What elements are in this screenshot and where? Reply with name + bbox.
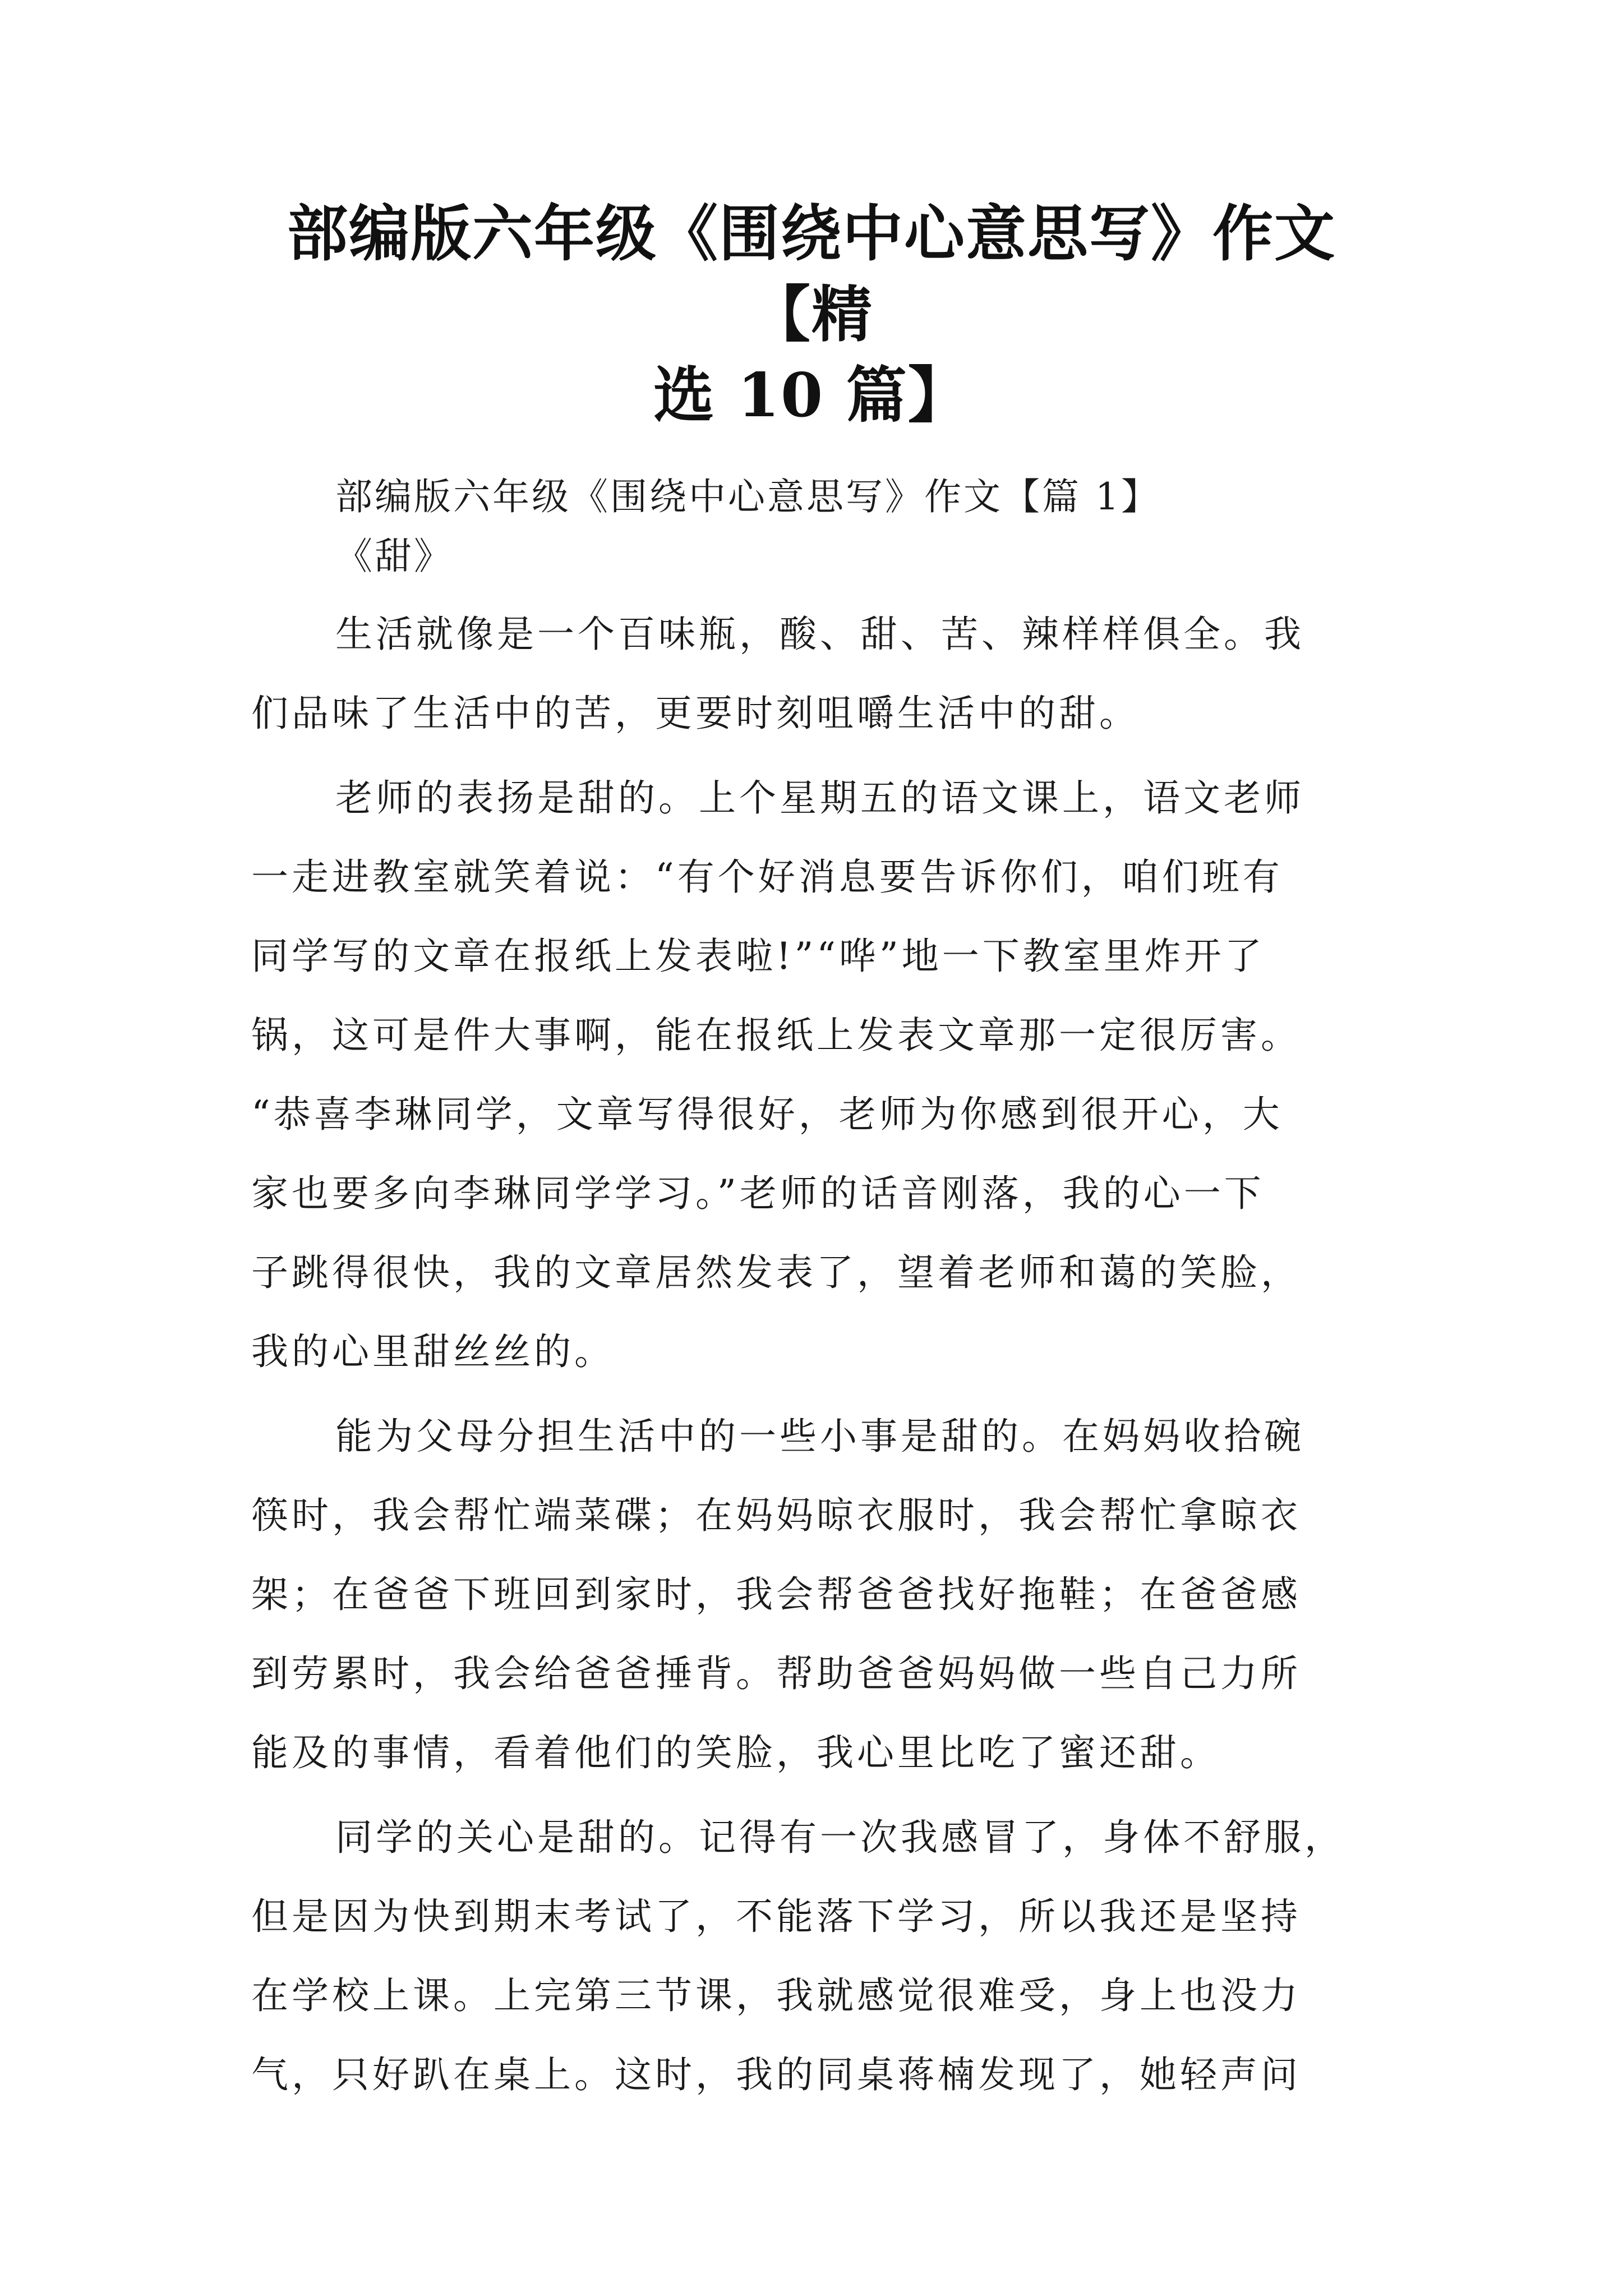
paragraph-line: 生活就像是一个百味瓶，酸、甜、苦、辣样样俱全。我: [335, 613, 1304, 656]
paragraph-line: 到劳累时，我会给爸爸捶背。帮助爸爸妈妈做一些自己力所: [251, 1652, 1301, 1695]
paragraph-line: 但是因为快到期末考试了，不能落下学习，所以我还是坚持: [251, 1895, 1301, 1938]
paragraph-4: [251, 1798, 1395, 2114]
paragraph-line: 我的心里甜丝丝的。: [251, 1330, 615, 1373]
paragraph-line: 筷时，我会帮忙端菜碟；在妈妈晾衣服时，我会帮忙拿晾衣: [251, 1494, 1301, 1537]
paragraph-line: 家也要多向李琳同学学习。”老师的话音刚落，我的心一下: [251, 1172, 1265, 1215]
paragraph-line: 老师的表扬是甜的。上个星期五的语文课上，语文老师: [335, 776, 1304, 820]
section-heading: 部编版六年级《围绕中心意思写》作文【篇 1】: [335, 475, 1160, 518]
document-title-line-1: 部编版六年级《围绕中心意思写》作文【精: [287, 199, 1336, 350]
document-title-line-2: 选 10 篇】: [653, 360, 970, 431]
document-title: [236, 194, 1387, 436]
paragraph-line: 气，只好趴在桌上。这时，我的同桌蒋楠发现了，她轻声问: [251, 2053, 1301, 2096]
document-body: [251, 471, 1395, 2120]
paragraph-line: 子跳得很快，我的文章居然发表了，望着老师和蔼的笑脸，: [251, 1251, 1301, 1294]
paragraph-2: [251, 758, 1395, 1391]
paragraph-line: 架；在爸爸下班回到家时，我会帮爸爸找好拖鞋；在爸爸感: [251, 1573, 1301, 1616]
paragraph-3: [251, 1397, 1395, 1792]
paragraph-line: 同学的关心是甜的。记得有一次我感冒了，身体不舒服，: [335, 1816, 1345, 1859]
essay-title: 《甜》: [335, 535, 453, 578]
paragraph-line: 一走进教室就笑着说：“有个好消息要告诉你们，咱们班有: [251, 855, 1283, 899]
paragraph-1: [251, 595, 1395, 753]
paragraph-line: 能及的事情，看着他们的笑脸，我心里比吃了蜜还甜。: [251, 1731, 1220, 1774]
paragraph-line: 锅，这可是件大事啊，能在报纸上发表文章那一定很厉害。: [251, 1014, 1301, 1057]
paragraph-line: 们品味了生活中的苦，更要时刻咀嚼生活中的甜。: [251, 692, 1140, 735]
paragraph-line: 能为父母分担生活中的一些小事是甜的。在妈妈收拾碗: [335, 1415, 1304, 1458]
paragraph-line: 同学写的文章在报纸上发表啦!”“哗”地一下教室里炸开了: [251, 935, 1265, 978]
paragraph-line: 在学校上课。上完第三节课，我就感觉很难受，身上也没力: [251, 1974, 1301, 2017]
paragraph-line: “恭喜李琳同学，文章写得很好，老师为你感到很开心，大: [251, 1093, 1283, 1136]
